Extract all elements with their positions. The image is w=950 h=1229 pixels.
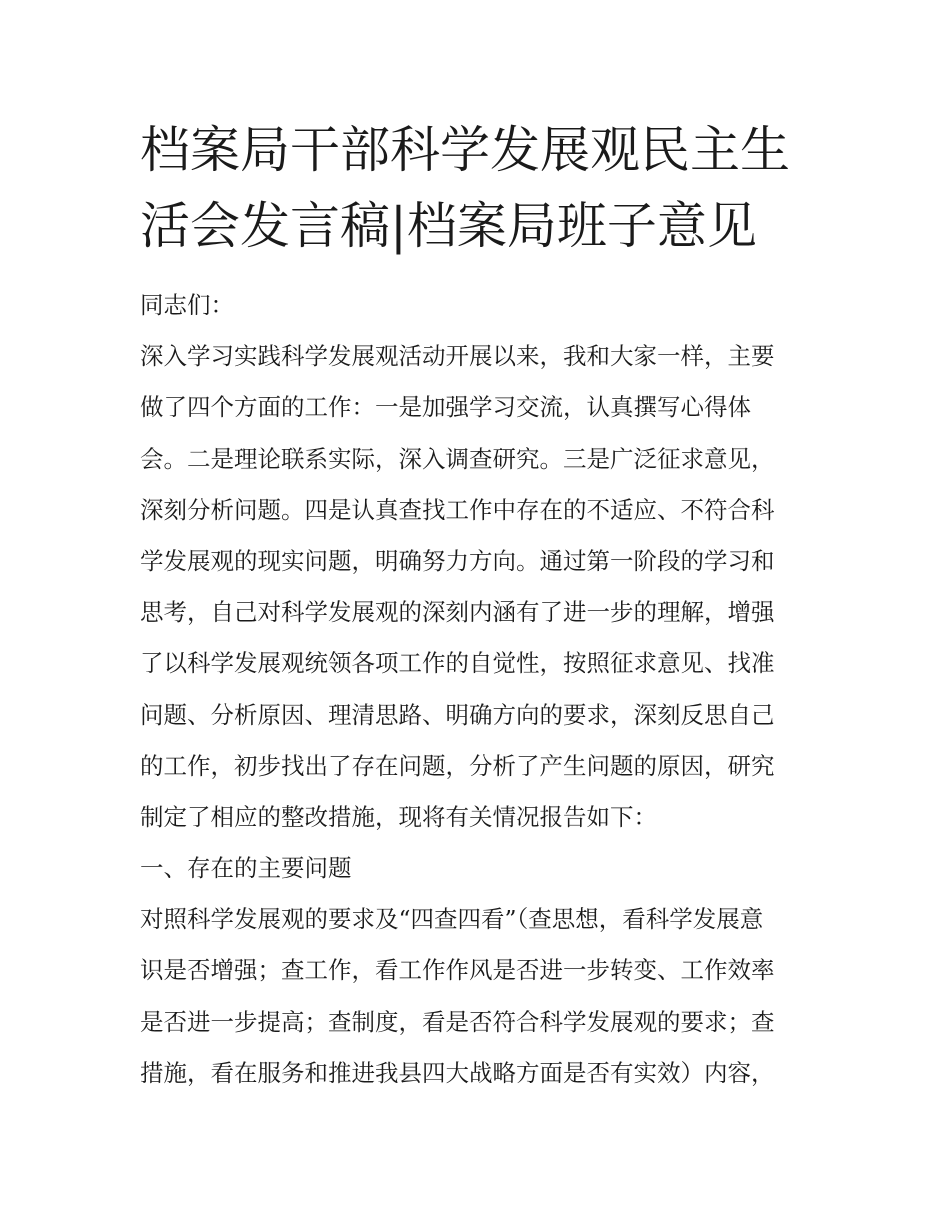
paragraph-line: 了以科学发展观统领各项工作的自觉性，按照征求意见、找准	[140, 649, 775, 678]
paragraph-line: 做了四个方面的工作：一是加强学习交流，认真撰写心得体	[140, 393, 751, 422]
paragraph-line: 制定了相应的整改措施，现将有关情况报告如下：	[140, 802, 657, 831]
title-line: 档案局干部科学发展观民主生	[140, 121, 790, 179]
title-line: 活会发言稿|档案局班子意见	[140, 197, 757, 255]
paragraph-line: 学发展观的现实问题，明确努力方向。通过第一阶段的学习和	[140, 546, 775, 575]
paragraph-line: 的工作，初步找出了存在问题，分析了产生问题的原因，研究	[140, 751, 775, 780]
paragraph-line: 会。二是理论联系实际，深入调查研究。三是广泛征求意见，	[140, 444, 775, 473]
document-title	[140, 112, 840, 264]
paragraph-line: 是否进一步提高；查制度，看是否符合科学发展观的要求；查	[140, 1007, 775, 1036]
salutation: 同志们：	[140, 291, 234, 319]
section-heading: 一、存在的主要问题	[140, 854, 352, 883]
paragraph-line: 深入学习实践科学发展观活动开展以来，我和大家一样，主要	[140, 342, 775, 371]
paragraph-line: 对照科学发展观的要求及“四查四看”（查思想，看科学发展意	[140, 905, 764, 934]
paragraph-line: 深刻分析问题。四是认真查找工作中存在的不适应、不符合科	[140, 495, 775, 524]
paragraph-line: 思考，自己对科学发展观的深刻内涵有了进一步的理解，增强	[140, 598, 775, 627]
document-body	[140, 280, 820, 1099]
paragraph-line: 问题、分析原因、理清思路、明确方向的要求，深刻反思自己	[140, 700, 775, 729]
paragraph-line: 识是否增强；查工作，看工作作风是否进一步转变、工作效率	[140, 956, 775, 985]
paragraph-line: 措施，看在服务和推进我县四大战略方面是否有实效）内容，	[140, 1058, 775, 1087]
